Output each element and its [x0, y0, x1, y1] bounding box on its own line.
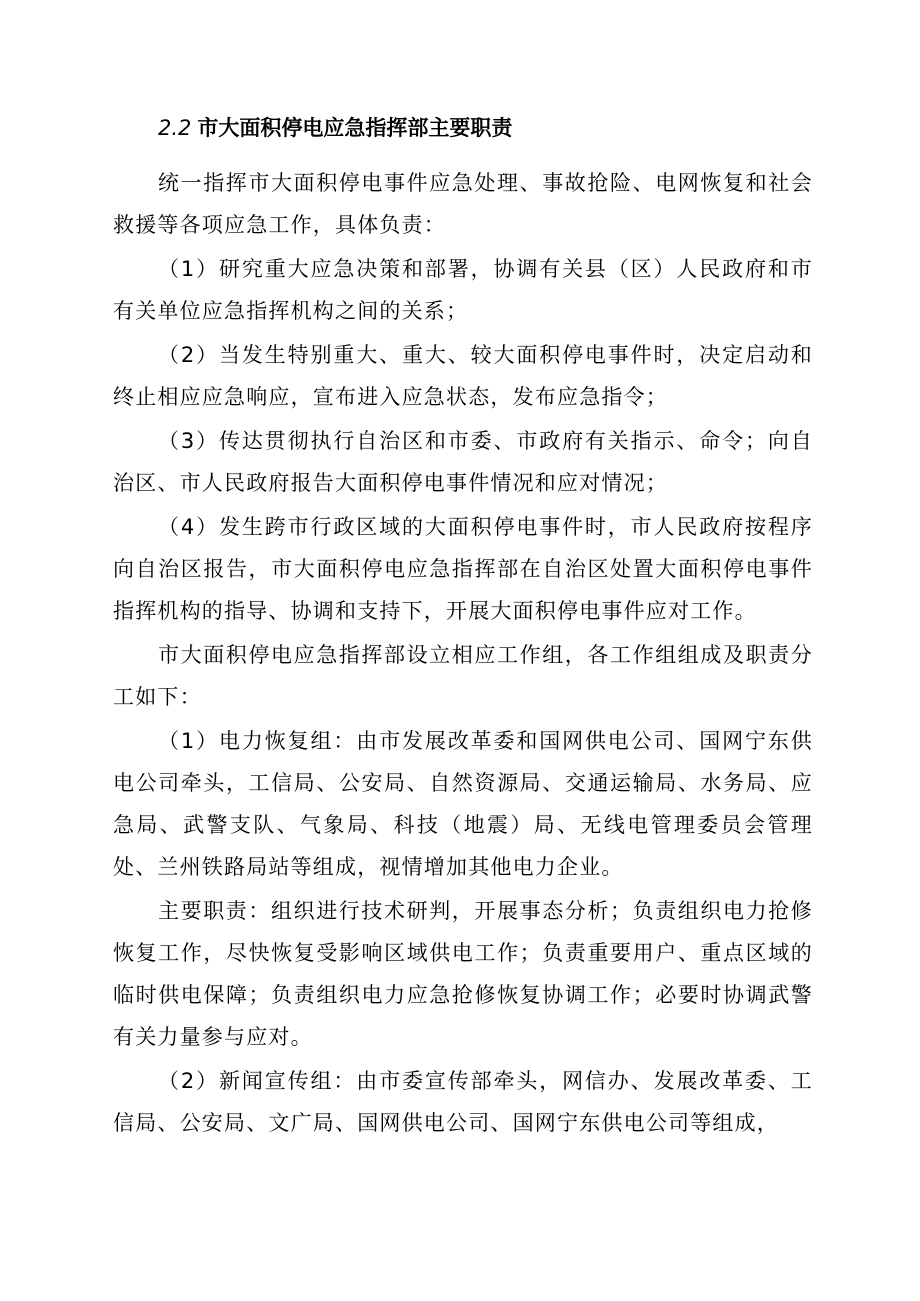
document-page: [113, 108, 813, 1146]
paragraph-main-duties: 主要职责：组织进行技术研判，开展事态分析；负责组织电力抢修恢复工作，尽快恢复受影响区域供电工作；负责重要用户、重点区域的临时供电保障；负责组织电力应急抢修恢复协调工作；必要时协调武警有关力量参与应对。: [113, 899, 813, 1049]
paragraph-duty-4: （4）发生跨市行政区域的大面积停电事件时，市人民政府按程序向自治区报告，市大面积停电应急指挥部在自治区处置大面积停电事件指挥机构的指导、协调和支持下，开展大面积停电事件应对工作。: [113, 515, 813, 623]
paragraph-group-power-recovery: （1）电力恢复组：由市发展改革委和国网供电公司、国网宁东供电公司牵头，工信局、公安局、自然资源局、交通运输局、水务局、应急局、武警支队、气象局、科技（地震）局、无线电管理委员会管理处、兰州铁路局站等组成，视情增加其他电力企业。: [113, 729, 813, 879]
paragraph-group-news-publicity: （2）新闻宣传组：由市委宣传部牵头，网信办、发展改革委、工信局、公安局、文广局、国网供电公司、国网宁东供电公司等组成，: [113, 1069, 813, 1135]
section-heading: [113, 108, 813, 148]
paragraph-intro: 统一指挥市大面积停电事件应急处理、事故抢险、电网恢复和社会救援等各项应急工作，具体负责：: [113, 171, 813, 237]
paragraph-duty-1: （1）研究重大应急决策和部署，协调有关县（区）人民政府和市有关单位应急指挥机构之间的关系；: [113, 257, 813, 323]
section-title: 市大面积停电应急指挥部主要职责: [197, 116, 513, 140]
section-number: 2.2: [158, 116, 192, 140]
paragraph-working-groups: 市大面积停电应急指挥部设立相应工作组，各工作组组成及职责分工如下：: [113, 643, 813, 709]
paragraph-duty-2: （2）当发生特别重大、重大、较大面积停电事件时，决定启动和终止相应应急响应，宣布进入应急状态，发布应急指令；: [113, 343, 813, 409]
paragraph-duty-3: （3）传达贯彻执行自治区和市委、市政府有关指示、命令；向自治区、市人民政府报告大面积停电事件情况和应对情况；: [113, 429, 813, 495]
